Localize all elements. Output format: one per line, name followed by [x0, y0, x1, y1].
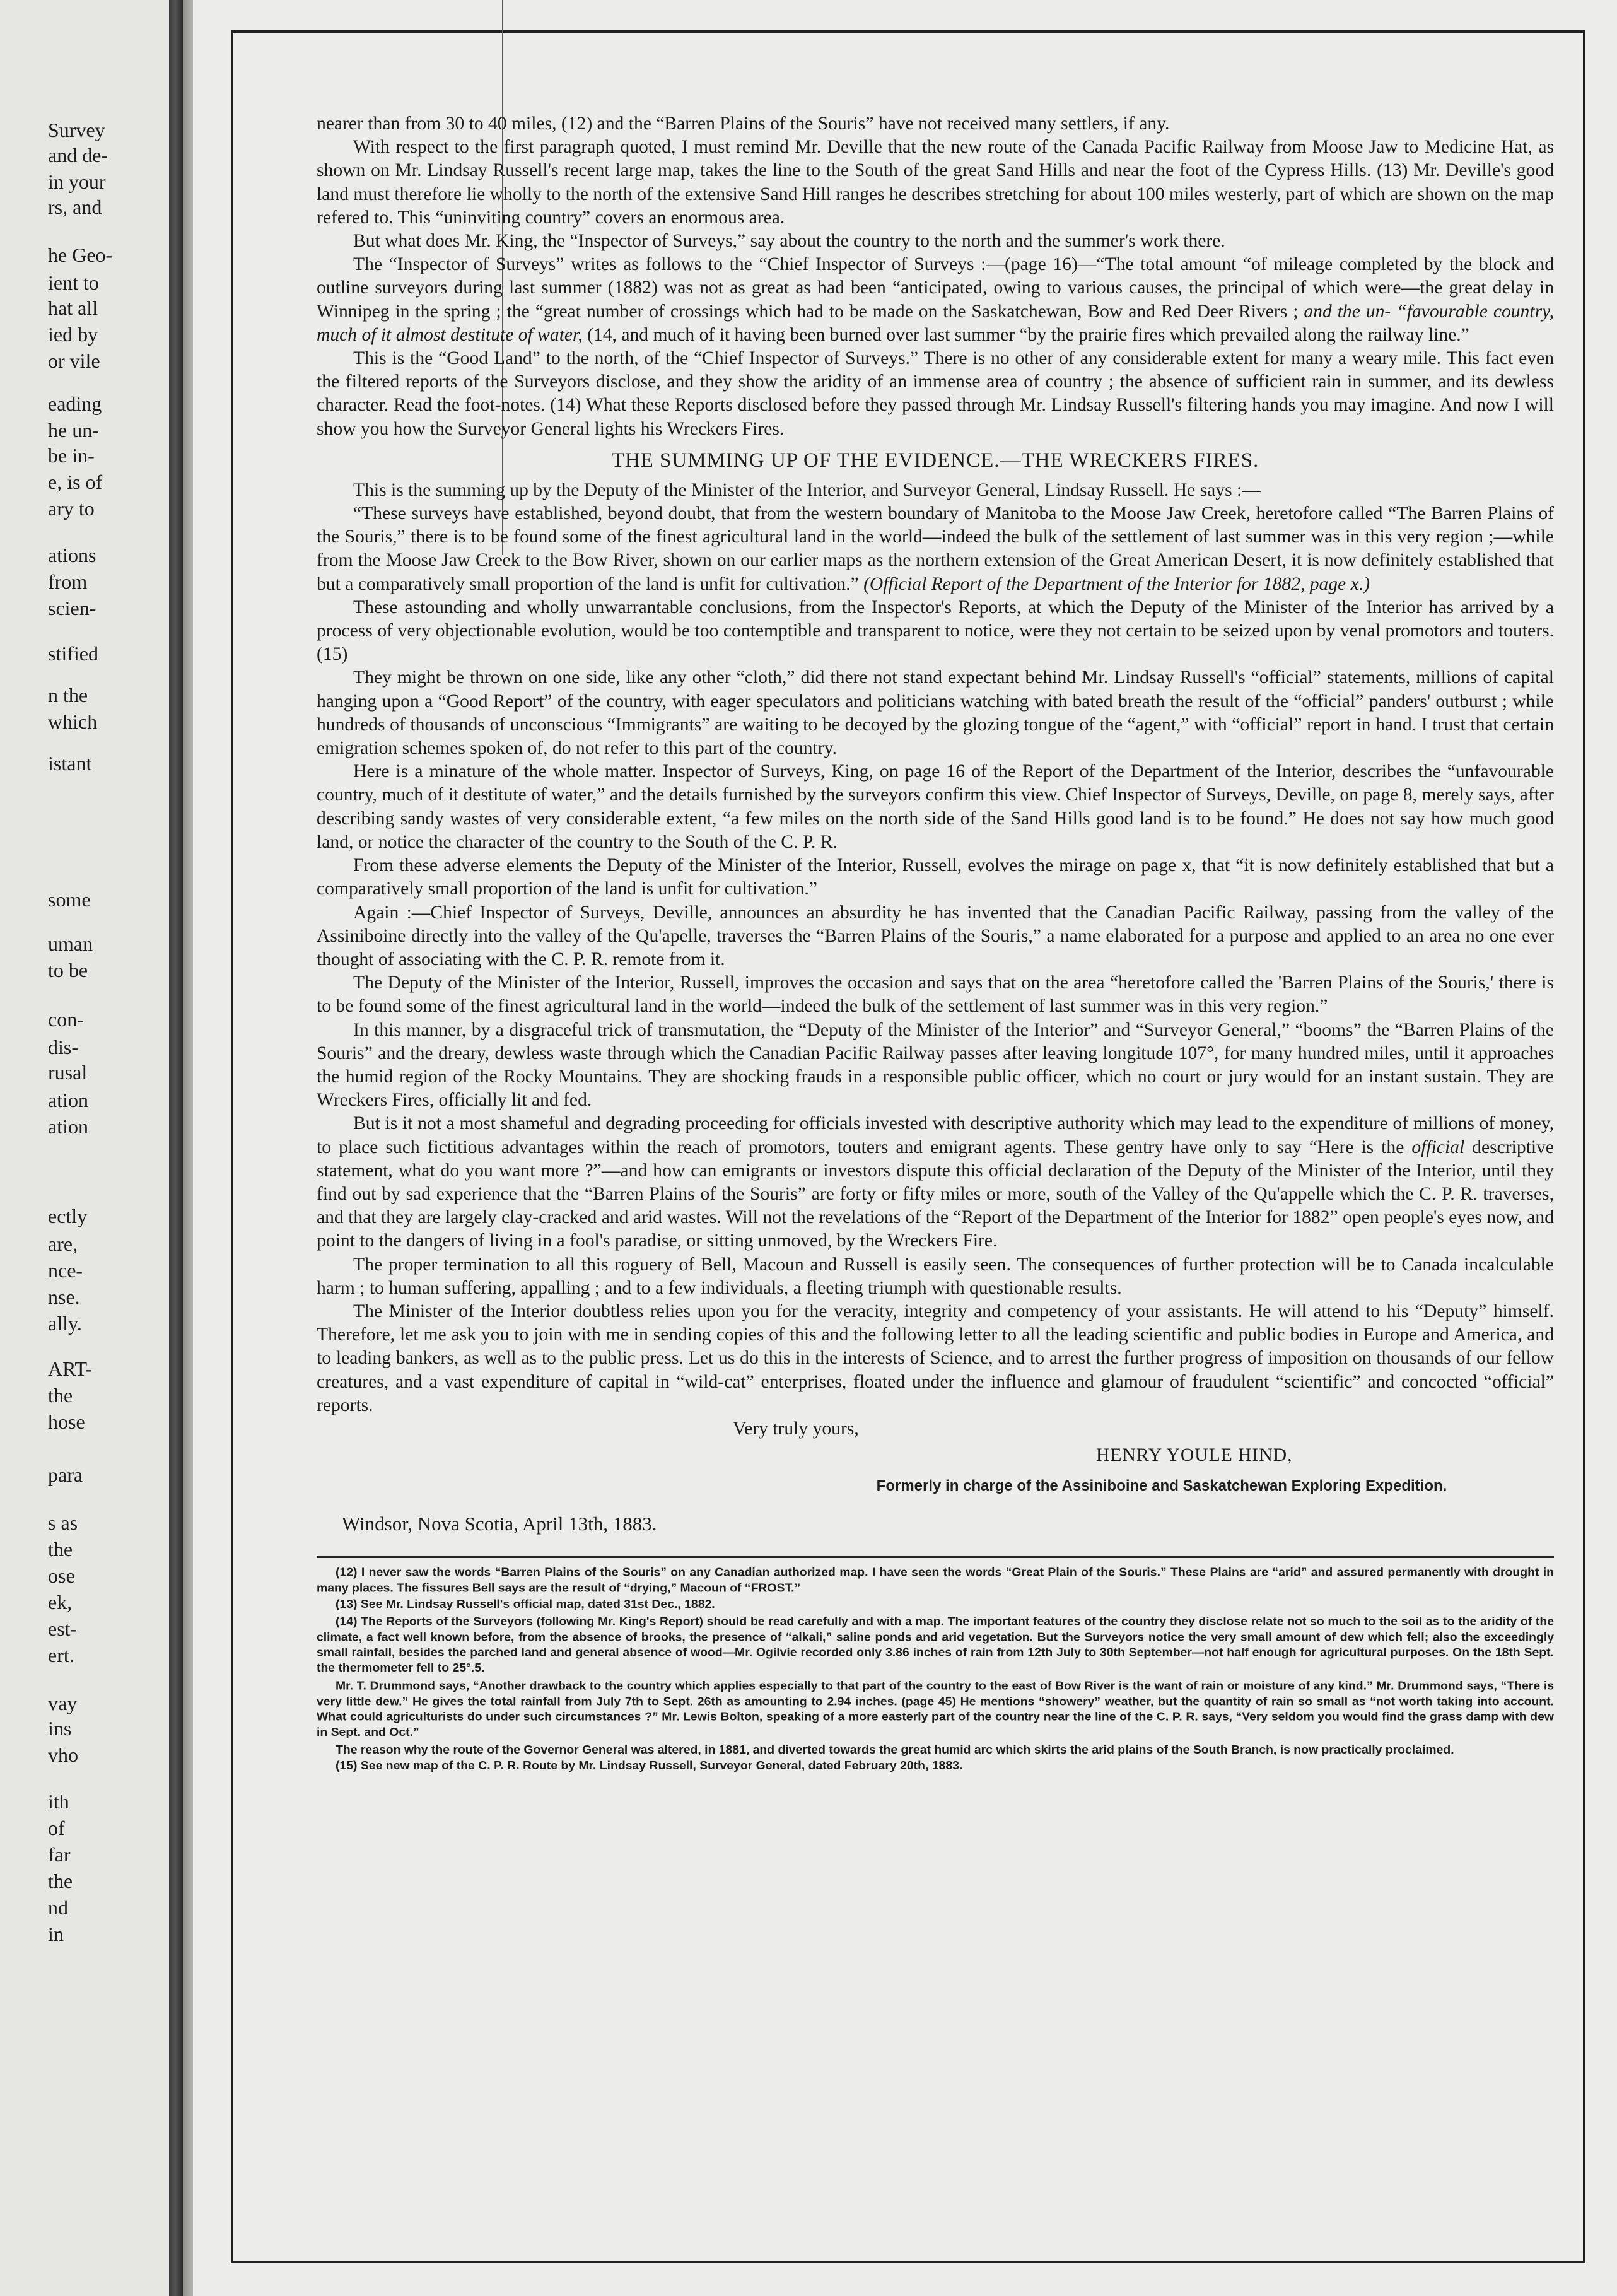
paragraph: nearer than from 30 to 40 miles, (12) and the “Barren Plains of the Souris” have not received many settlers, if any. — [317, 114, 1170, 134]
left-page-fragment: istant — [48, 752, 92, 775]
citation: (Official Report of the Department of the Interior for 1882, page x.) — [863, 573, 1370, 594]
italic-text: official — [1411, 1137, 1465, 1157]
left-page-fragment: the — [48, 1870, 73, 1892]
left-page-fragment: ary to — [48, 497, 95, 520]
paragraph: But what does Mr. King, the “Inspector of Surveys,” say about the country to the north and the summer's work there. — [353, 231, 1225, 252]
letter-body — [317, 112, 1554, 1774]
left-page-fragment: ally. — [48, 1312, 82, 1335]
left-page-fragment: ith — [48, 1790, 69, 1813]
footnote: Mr. T. Drummond says, “Another drawback to the country which applies especially to that part of the country to the east of Bow River is the want of rain or moisture of any kind.” Mr. Drummond says, “There is very little dew.” He gives the total rainfall from July 7th to Sept. 26th as amounting to 2.94 inches. (page 45) He mentions “showery” weather, but the quantity of rain so small as “not worth taking into account. What could agriculturists do under such circumstances ?” Mr. Lewis Bolton, speaking of a more easterly part of the country near the line of the C. P. R. says, “Very seldom you would find the grass damp with dew in Sept. and Oct.” — [317, 1679, 1554, 1739]
footnotes — [317, 1564, 1554, 1774]
left-page-fragment: ins — [48, 1717, 72, 1740]
left-page-fragment: ART- — [48, 1357, 92, 1380]
left-page-fragment: are, — [48, 1233, 78, 1255]
left-page-fragment: and de- — [48, 144, 108, 167]
left-page-fragment: ation — [48, 1089, 88, 1111]
left-page-fragment: scien- — [48, 597, 96, 619]
left-page-fragment: ation — [48, 1115, 88, 1138]
left-page-fragment: nd — [48, 1896, 68, 1919]
paragraph: These astounding and wholly unwarrantable conclusions, from the Inspector's Reports, at which the Deputy of the Minister of the Interior has arrived by a process of very objectionable evolution, would be too contemptible and transparent to notice, were they not certain to be seized upon by venal promotors and touters. (15) — [317, 597, 1554, 665]
left-page-fragment: s as — [48, 1511, 78, 1534]
signature: HENRY YOULE HIND, — [1096, 1444, 1293, 1465]
left-page-fragment: he un- — [48, 419, 99, 442]
place-date: Windsor, Nova Scotia, April 13th, 1883. — [342, 1512, 657, 1535]
left-page-fragment: n the — [48, 684, 88, 706]
left-page-fragment: con- — [48, 1008, 84, 1031]
left-page-fragment: far — [48, 1843, 71, 1866]
footnote: (13) See Mr. Lindsay Russell's official map, dated 31st Dec., 1882. — [336, 1597, 715, 1611]
right-page — [193, 0, 1617, 2296]
left-page-fragment: which — [48, 710, 98, 733]
left-page-fragment: hat all — [48, 296, 98, 319]
quotation-text: “These surveys have established, beyond doubt, that from the western boundary of Manitoba to the Moose Jaw Creek, heretofore called “The Barren Plains of the Souris,” there is to be found some of the finest agricultural land in the world—indeed the bulk of the settlement of last summer was in this very region ;—while from the Moose Jaw Creek to the Bow River, shown on our earlier maps as the northern extension of the Great American Desert, it is now definitely established that but a comparatively small proportion of the land is unfit for cultivation.” — [317, 503, 1554, 594]
quotation — [317, 502, 1554, 596]
left-page-fragment: some — [48, 888, 91, 911]
paragraph: The proper termination to all this roguery of Bell, Macoun and Russell is easily seen. The consequences of further protection will be to Canada incalculable harm ; to human suffering, appalling ; and to a few individuals, a fleeting triumph with questionable results. — [317, 1254, 1554, 1298]
left-page-fragment: ectly — [48, 1205, 88, 1227]
left-page-fragment: Survey — [48, 119, 105, 141]
left-page-fragment: from — [48, 570, 88, 593]
paragraph: They might be thrown on one side, like any other “cloth,” did there not stand expectant behind Mr. Lindsay Russell's “official” statements, millions of capital hanging upon a “Good Report” of the country, with eager speculators and politicians watching with bated breath the result of the “official” panders' outburst ; while hundreds of thousands of unconscious “Immigrants” are waiting to be decoyed by the glozing tongue of the “agent,” with “official” report in hand. I trust that certain emigration schemes spoken of, do not refer to this part of the country. — [317, 667, 1554, 759]
left-page-fragment: nce- — [48, 1259, 83, 1282]
paragraph: This is the summing up by the Deputy of the Minister of the Interior, and Surveyor General, Lindsay Russell. He says :— — [353, 479, 1261, 500]
footnote: (15) See new map of the C. P. R. Route by Mr. Lindsay Russell, Surveyor General, dated February 20th, 1883. — [336, 1759, 963, 1772]
left-page-margin — [0, 0, 169, 2296]
footnote: The reason why the route of the Governor General was altered, in 1881, and diverted towards the great humid arc which skirts the arid plains of the South Branch, is now practically proclaimed. — [336, 1742, 1454, 1757]
left-page-fragment: est- — [48, 1617, 78, 1640]
footnote: (12) I never saw the words “Barren Plains of the Souris” on any Canadian authorized map. I have seen the words “Great Plain of the Souris.” These Plains are “arid” and assured permanently with drought in many places. The fissures Bell says are the result of “drying,” Macoun of “FROST.” — [317, 1565, 1554, 1595]
paragraph — [317, 1112, 1554, 1253]
left-page-fragment: ose — [48, 1564, 75, 1587]
left-page-fragment: nse. — [48, 1286, 80, 1308]
paragraph-text: The “Inspector of Surveys” writes as follows to the “Chief Inspector of Surveys :—(page 16)—“The total amount “of mileage completed by the block and outline surveyors during last summer (1882) was not as great as had been “anticipated, owing to various causes, the principal of which were—the great delay in Winnipeg in the spring ; the “great number of crossings which had to be made on the Saskatchewan, Bow and Red Deer Rivers ; — [317, 254, 1554, 322]
paragraph: In this manner, by a disgraceful trick of transmutation, the “Deputy of the Minister of the Interior” and “Surveyor General,” “booms” the “Barren Plains of the Souris” and the dreary, dewless waste through which the Canadian Pacific Railway passes after leaving longitude 107°, for many hundred miles, until it approaches the humid region of the Rocky Mountains. They are shocking frauds in a responsible public officer, which no court or jury would for an instant sustain. They are Wreckers Fires, officially lit and fed. — [317, 1019, 1554, 1111]
left-page-fragment: or vile — [48, 349, 100, 372]
signoff — [317, 1417, 1554, 1550]
footnotes-rule — [317, 1556, 1554, 1558]
paragraph — [317, 253, 1554, 347]
paragraph: The Minister of the Interior doubtless relies upon you for the veracity, integrity and competency of your assistants. He will attend to his “Deputy” himself. Therefore, let me ask you to join with me in sending copies of this and the following letter to all the leading scientific and public bodies in Europe and America, and to leading bankers, as well as to the public press. Let us do this in the interests of Science, and to arrest the further progress of imposition on thousands of our fellow creatures, and a vast expenditure of capital in “wild-cat” enterprises, floated under the influence and glamour of fraudulent “scientific” and concocted “official” reports. — [317, 1301, 1554, 1415]
left-page-fragment: ek, — [48, 1591, 73, 1614]
left-page-fragment: para — [48, 1463, 83, 1486]
left-page-fragment: vho — [48, 1743, 78, 1766]
paragraph-text: But is it not a most shameful and degrading proceeding for officials invested with descriptive authority which may lead to the expenditure of millions of money, to place such fictitious advantages within the reach of promotors, touters and emigrant agents. These gentry have only to say “Here is the — [317, 1113, 1554, 1157]
left-page-fragment: ert. — [48, 1644, 74, 1666]
left-page-fragment: ied by — [48, 323, 98, 346]
left-page-fragment: hose — [48, 1410, 85, 1433]
footnote: (14) The Reports of the Surveyors (following Mr. King's Report) should be read carefully and with a map. The important features of the country they disclose relate not so much to the soil as to the aridity of the climate, a fact well known before, from the absence of brooks, the presence of “alkali,” saline ponds and arid vegetation. But the Surveyors notice the very small amount of dew which fell; also the exceedingly small rainfall, besides the parched land and general absence of wood—Mr. Ogilvie recorded only 3.86 inches of rain from 12th July to 30th September—not half enough for agricultural purposes. On the 18th Sept. the thermometer fell to 25°.5. — [317, 1614, 1554, 1675]
left-page-fragment: of — [48, 1817, 65, 1839]
paragraph: This is the “Good Land” to the north, of the “Chief Inspector of Surveys.” There is no other of any considerable extent for many a weary mile. This fact even the filtered reports of the Surveyors disclose, and they show the aridity of an immense area of country ; the absence of sufficient rain in summer, and its dewless character. Read the foot-notes. (14) What these Reports disclosed before they passed through Mr. Lindsay Russell's filtering hands you may imagine. And now I will show you how the Surveyor General lights his Wreckers Fires. — [317, 348, 1554, 439]
paragraph: From these adverse elements the Deputy of the Minister of the Interior, Russell, evolves the mirage on page x, that “it is now definitely established that but a comparatively small proportion of the land is unfit for cultivation.” — [317, 855, 1554, 899]
left-page-fragment: vay — [48, 1692, 78, 1714]
paragraph: With respect to the first paragraph quoted, I must remind Mr. Deville that the new route of the Canada Pacific Railway from Moose Jaw to Medicine Hat, as shown on Mr. Lindsay Russell's recent large map, takes the line to the South of the great Sand Hills and near the foot of the Cypress Hills. (13) Mr. Deville's good land must therefore lie wholly to the north of the extensive Sand Hill ranges he describes stretching for about 100 miles westerly, part of which are shown on the map refered to. This “uninviting country” covers an enormous area. — [317, 137, 1554, 228]
left-page-fragment: uman — [48, 932, 93, 955]
paragraph: The Deputy of the Minister of the Interior, Russell, improves the occasion and says that on the area “heretofore called the 'Barren Plains of the Souris,' there is to be found some of the finest agricultural land in the world—indeed the bulk of the settlement of last summer was in this very region.” — [317, 973, 1554, 1017]
left-page-fragment: e, is of — [48, 471, 103, 493]
left-page-fragment: he Geo- — [48, 243, 113, 266]
left-page-fragment: ient to — [48, 271, 99, 294]
left-page-fragment: in your — [48, 170, 106, 193]
signer-role: Formerly in charge of the Assiniboine and Saskatchewan Exploring Expedition. — [876, 1477, 1447, 1494]
paragraph: Again :—Chief Inspector of Surveys, Deville, announces an absurdity he has invented that the Canadian Pacific Railway, passing from the valley of the Assiniboine directly into the valley of the Qu'apelle, traverses the “Barren Plains of the Souris,” a name elaborated for a purpose and applied to an area no one ever thought of associating with the C. P. R. remote from it. — [317, 902, 1554, 969]
left-page-fragment: dis- — [48, 1036, 78, 1058]
left-page-fragment: the — [48, 1538, 73, 1561]
left-page-fragment: eading — [48, 392, 102, 415]
paragraph: Here is a minature of the whole matter. Inspector of Surveys, King, on page 16 of the Report of the Department of the Interior, describes the “unfavourable country, much of it destitute of water,” and the details furnished by the surveyors confirm this view. Chief Inspector of Surveys, Deville, on page 8, merely says, after describing sandy wastes of very considerable extent, “a few miles on the north side of the Sand Hills good land is to be found.” He does not say how much good land, or notice the character of the country to the South of the C. P. R. — [317, 761, 1554, 852]
left-page-fragment: the — [48, 1384, 73, 1407]
italic-text: and the un- “favourable country, much of it almost destitute of water, — [317, 301, 1554, 345]
left-page-fragment: rs, and — [48, 196, 102, 218]
left-page-fragment: stified — [48, 642, 98, 665]
left-page-fragment: rusal — [48, 1061, 88, 1084]
paragraph-text: descriptive statement, what do you want more ?”—and how can emigrants or investors dispute this official declaration of the Deputy of the Minister of the Interior, until they find out by sad experience that the “Barren Plains of the Souris” are forty or fifty miles or more, south of the Valley of the Qu'appelle which the C. P. R. traverses, and that they are largely clay-cracked and arid wastes. Will not the revelations of the “Report of the Department of the Interior for 1882” open people's eyes now, and point to the dangers of living in a fool's paradise, or sitting unmoved, by the Wreckers Fire. — [317, 1137, 1555, 1251]
closing: Very truly yours, — [733, 1418, 859, 1439]
left-page-fragment: to be — [48, 959, 88, 981]
paragraph-text: (14, and much of it having been burned over last summer “by the prairie fires which prevailed along the railway line.” — [582, 324, 1469, 345]
left-page-fragment: be in- — [48, 444, 95, 467]
left-page-fragment: ations — [48, 544, 96, 566]
left-page-fragment: in — [48, 1923, 64, 1945]
section-heading: THE SUMMING UP OF THE EVIDENCE.—THE WRECKERS FIRES. — [611, 448, 1259, 472]
book-gutter — [169, 0, 183, 2296]
